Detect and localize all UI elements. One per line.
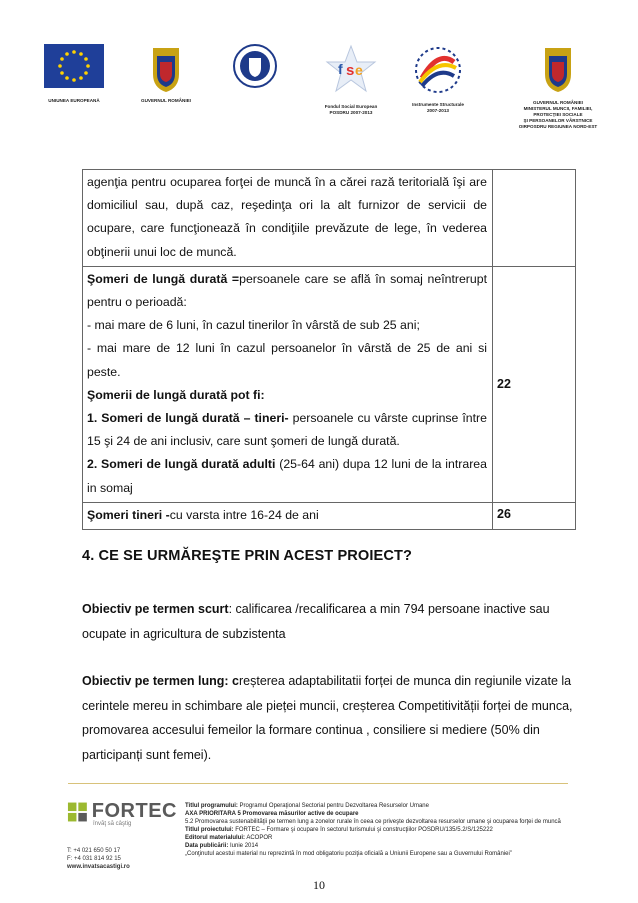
coat-of-arms-icon [149,44,183,94]
header-logos [34,44,604,136]
footer-line: „Conţinutul acestui material nu reprezintă în mod obligatoriu poziţia oficială a Uniunii Europene sau a Guvernului României” [185,851,512,857]
ministry-labour-caption: GUVERNUL ROMÂNIEI MINISTERUL MUNCII, FAMILIEI, PROTECŢIEI SOCIALE ŞI PERSOANELOR VÂRSTNICE OIRPOSDRU REGIUNEA NORD-EST [518,100,598,129]
footer-line: Editorul materialului: ACOPOR [185,835,273,841]
definitions-table [82,169,576,530]
section-heading: 4. CE SE URMĂREŞTE PRIN ACEST PROIECT? [82,548,413,564]
footer-line: Titlul proiectului: FORTEC – Formare şi ocupare în sectorul turismului şi construcţiilor POSDRU/135/5.2/S/125222 [185,827,493,833]
objective-long: Obiectiv pe termen lung: creșterea adaptabilitatii forței de munca din regiunile vizate la cerintele mereu in schimbare ale pieței muncii, creșterea Competitivității forței de munca, promovarea accesului femeilor la formare continua , consiliere si mediere (50% din participanți sunt femei). [82,674,573,762]
row2-subhead: Şomerii de lungă durată pot fi: [87,387,265,402]
fse-caption: Fondul Social European POSDRU 2007-2013 [324,104,378,115]
svg-text:s: s [346,62,355,79]
row2-item-1: 1. Someri de lungă durată – tineri- persoanele cu vârste cuprinse între 15 şi 24 de ani inclusiv, care sunt şomeri de lungă durată. [87,411,487,449]
row2-bullet-1: - mai mare de 6 luni, în cazul tinerilor în vârstă de sub 25 ani; [87,318,420,333]
eu-flag-icon [44,44,104,88]
contact-info: T: +4 021 650 50 17 F: +4 031 814 92 15 www.invatsacastigi.ro [67,848,130,870]
footer-brand [67,800,177,871]
fortec-brand: FORTEC [91,800,177,822]
table-cell-value: 22 [493,266,576,502]
table-cell [83,266,493,502]
table-cell [83,170,493,267]
row2-item-2: 2. Someri de lungă durată adulti (25-64 ani) dupa 12 luni de la intrarea in somaj [87,457,487,495]
page-number: 10 [313,878,325,892]
footer-program-info [185,802,585,858]
fortec-tagline: învăţ să câştig [93,821,132,827]
footer-line: Data publicării: Iunie 2014 [185,843,259,849]
eu-logo [34,44,114,104]
coat-of-arms-icon [541,44,575,94]
svg-text:f: f [338,61,343,77]
fse-logo [310,44,392,116]
table-cell-value [493,170,576,267]
fortec-mark-icon [67,801,88,823]
row3-definition: Şomeri tineri -cu varsta intre 16-24 de ani [87,507,319,522]
fortec-logo [67,800,177,823]
ministry-labour-logo [508,44,608,130]
footer-divider [68,783,568,784]
svg-text:e: e [355,62,363,78]
instrumente-structurale-logo [398,44,478,114]
row2-bullet-2: - mai mare de 12 luni în cazul persoanelor în vârstă de 25 de ani si peste. [87,341,487,379]
table-row [83,170,576,267]
eu-caption: UNIUNEA EUROPEANĂ [48,98,100,103]
gov-ro-caption: GUVERNUL ROMÂNIEI [141,98,191,103]
objective-short: Obiectiv pe termen scurt: calificarea /recalificarea a min 794 persoane inactive sau ocupate in agricultura de subzistenta [82,602,550,641]
footer-line: Titlul programului: Programul Operaţional Sectorial pentru Dezvoltarea Resurselor Umane [185,803,429,809]
table-cell [83,502,493,529]
footer-line: 5.2 Promovarea sustenabilităţii pe termen lung a zonelor rurale în ceea ce priveşte dezvoltarea resurselor umane şi ocuparea forţei de muncă [185,819,561,825]
seal-icon [233,44,277,88]
table-cell-value: 26 [493,502,576,529]
table-row [83,502,576,529]
gov-ro-logo [126,44,206,104]
instrumente-caption: Instrumente Structurale 2007-2013 [412,102,464,113]
structural-funds-icon [410,44,466,96]
table-row [83,266,576,502]
ministry-seal-logo [230,44,280,88]
row1-text: agenţia pentru ocuparea forţei de muncă în a cărei rază teritorială îşi are domiciliul sau, după caz, reşedinţa ori la alt furnizor de servicii de ocupare, care funcţionează în condiţiile prevăzute de lege, în vederea obţinerii unui loc de muncă. [87,175,487,259]
row2-definition: Şomeri de lungă durată =persoanele care se află în somaj neîntrerupt pentru o perioadă: [87,271,487,310]
footer-line: AXA PRIORITARA 5 Promovarea măsurilor active de ocupare [185,811,359,817]
fse-star-icon [324,44,378,94]
